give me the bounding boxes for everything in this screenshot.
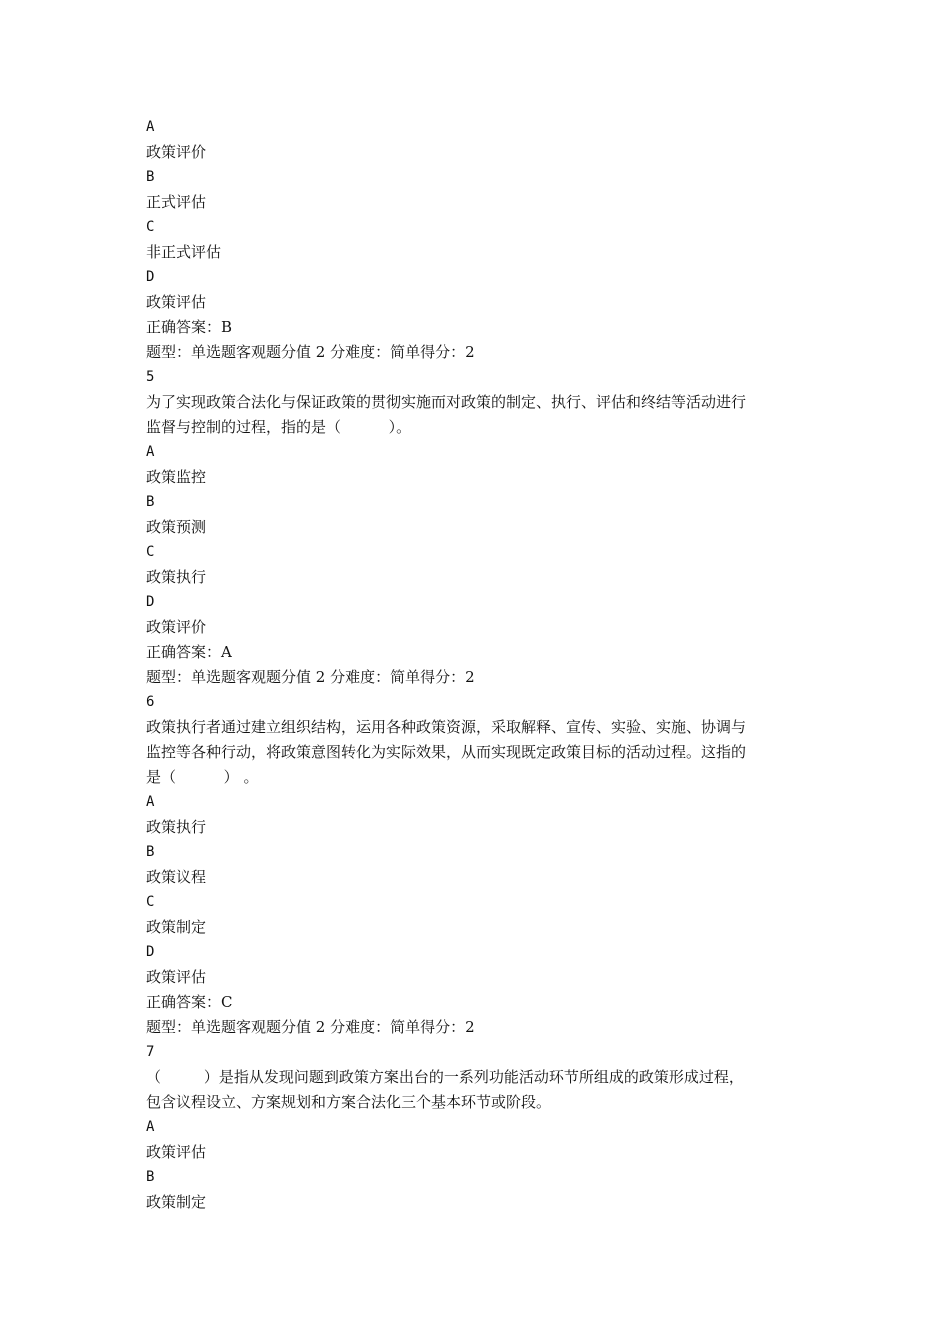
document-line: D <box>146 944 155 960</box>
document-line: A <box>146 119 155 135</box>
document-line: 政策评价 <box>146 143 207 161</box>
document-line: C <box>146 894 155 910</box>
document-line: B <box>146 169 155 185</box>
document-line: B <box>146 844 155 860</box>
document-line: 7 <box>146 1044 155 1060</box>
document-line: 5 <box>146 369 155 385</box>
document-line: 正确答案：A <box>146 643 232 661</box>
document-line: A <box>146 794 155 810</box>
document-line: 政策制定 <box>146 1193 207 1211</box>
document-line: 政策评估 <box>146 968 207 986</box>
document-line: C <box>146 544 155 560</box>
document-line: 政策评估 <box>146 1143 207 1161</box>
document-line: 政策评价 <box>146 618 207 636</box>
document-line: 政策制定 <box>146 918 207 936</box>
document-line: D <box>146 269 155 285</box>
document-line: 题型：单选题客观题分值 2 分难度：简单得分：2 <box>146 343 475 361</box>
document-line: 政策执行 <box>146 818 207 836</box>
document-line: B <box>146 494 155 510</box>
document-line: 6 <box>146 694 155 710</box>
document-line: 正确答案：B <box>146 318 233 336</box>
document-line: 政策评估 <box>146 293 207 311</box>
document-line: 政策执行 <box>146 568 207 586</box>
question-text: 政策执行者通过建立组织结构，运用各种政策资源，采取解释、宣传、实验、实施、协调与 监控等各种行动，将政策意图转化为实际效果，从而实现既定政策目标的活动过程。这指的 是（ ） 。 <box>146 718 747 786</box>
document-line: 正确答案：C <box>146 993 233 1011</box>
document-line: 题型：单选题客观题分值 2 分难度：简单得分：2 <box>146 668 475 686</box>
document-line: 政策预测 <box>146 518 207 536</box>
document-line: 题型：单选题客观题分值 2 分难度：简单得分：2 <box>146 1018 475 1036</box>
document-line: D <box>146 594 155 610</box>
document-line: A <box>146 444 155 460</box>
document-line: B <box>146 1169 155 1185</box>
document-line: 政策监控 <box>146 468 207 486</box>
question-text: （ ）是指从发现问题到政策方案出台的一系列功能活动环节所组成的政策形成过程， 包含议程设立、方案规划和方案合法化三个基本环节或阶段。 <box>146 1068 744 1111</box>
document-line: C <box>146 219 155 235</box>
document-line: 政策议程 <box>146 868 207 886</box>
document-page <box>146 115 816 1215</box>
document-line: A <box>146 1119 155 1135</box>
document-line: 正式评估 <box>146 193 207 211</box>
question-text: 为了实现政策合法化与保证政策的贯彻实施而对政策的制定、执行、评估和终结等活动进行 监督与控制的过程，指的是（ ）。 <box>146 393 747 436</box>
document-line: 非正式评估 <box>146 243 222 261</box>
